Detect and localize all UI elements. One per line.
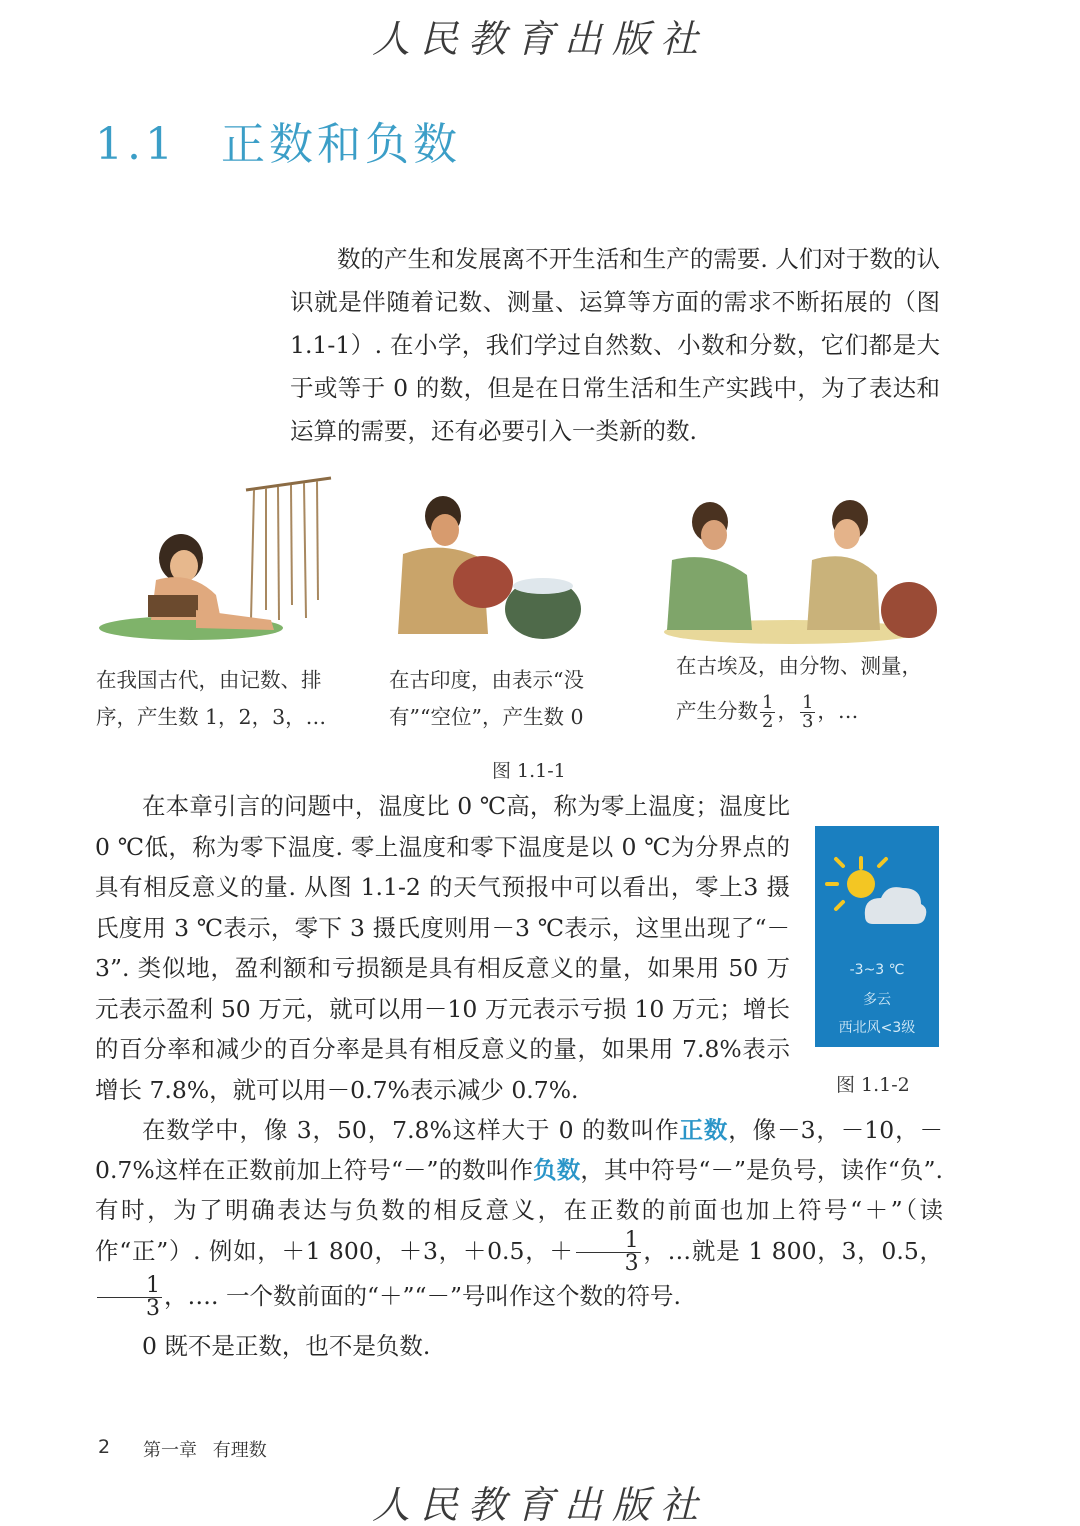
fraction-plus-one-third: $\frac{1}{3}$ [576, 1230, 641, 1275]
publisher-logo-top: 人民教育出版社 [371, 17, 708, 61]
cord-rack [246, 478, 331, 490]
chapter-title: 第一章 有理数 [143, 1440, 267, 1461]
ancient-china-illustration [96, 470, 336, 642]
figure-label-1: 图 1.1-1 [492, 760, 566, 782]
section-number: 1.1 [95, 119, 177, 170]
page-number: 2 [98, 1436, 111, 1458]
robe-left [667, 557, 752, 630]
ancient-egypt-illustration [662, 500, 942, 645]
term-positive-number: 正数 [679, 1116, 729, 1144]
face [431, 514, 459, 546]
weather-temperature: -3~3 ℃ [849, 962, 905, 978]
fraction-one-third-b: $\frac{1}{3}$ [97, 1275, 162, 1320]
clay-pot [881, 582, 937, 638]
term-negative-number: 负数 [533, 1156, 581, 1184]
clay-pot [453, 556, 513, 608]
ancient-india-illustration [388, 494, 598, 644]
pot-contents [513, 578, 573, 594]
weather-forecast-card [815, 826, 939, 1047]
legs [196, 610, 274, 630]
section-heading [95, 108, 461, 172]
knotted-cords [251, 481, 318, 620]
face-left [701, 520, 727, 550]
robe-right [807, 556, 880, 630]
sun-cloud-icon [825, 854, 929, 934]
face-right [834, 519, 860, 549]
caption-india: 在古印度，由表示“没有”“空位”，产生数 0 [389, 668, 584, 729]
weather-wind: 西北风<3级 [838, 1020, 916, 1036]
fraction-one-half: $\frac{1}{2}$ [762, 692, 774, 732]
publisher-logo-bottom: 人民教育出版社 [371, 1483, 708, 1526]
caption-china: 在我国古代，由记数、排序，产生数 1，2，3，… [96, 668, 327, 729]
section-title: 正数和负数 [220, 119, 461, 170]
intro-paragraph: 数的产生和发展离不开生活和生产的需要. 人们对于数的认识就是伴随着记数、测量、运算等方面的需求不断拓展的（图 1.1-1）. 在小学，我们学过自然数、小数和分数，它们都是大于或等于 0 的数，但是在日常生活和生产实践中，为了表达和运算的需要，还有必要引入一类新的数. [290, 245, 940, 445]
caption-egypt: 在古埃及，由分物、测量， 产生分数 $\frac{1}{2}$ ， $\frac{1}{3}$ ，… [676, 654, 922, 732]
temperature-paragraph: 在本章引言的问题中，温度比 0 ℃高，称为零上温度；温度比 0 ℃低，称为零下温度. 零上温度和零下温度是以 0 ℃为分界点的具有相反意义的量. 从图 1.1-2 的天气预报中可以看出，零上3 摄氏度用 3 ℃表示，零下 3 摄氏度则用－3 ℃表示，这里出现了“－3”. 类似地，盈利额和亏损额是具有相反意义的量，如果用 50 万元表示盈利 50 万元，就可以用－10 万元表示亏损 10 万元；增长的百分率和减少的百分率是具有相反意义的量，如果用 7.8%表示增长 7.8%，就可以用－0.7%表示减少 0.7%. [95, 792, 790, 1104]
figure-label-2: 图 1.1-2 [836, 1074, 910, 1096]
definition-paragraph: 在数学中，像 3，50，7.8%这样大于 0 的数叫作正数，像－3，－10，－0.7%这样在正数前加上符号“－”的数叫作负数，其中符号“－”是负号，读作“负”. 有时，为了明确表达与负数的相反意义，在正数的前面也加上符号“＋”（读作“正”）. 例如，＋1 800，＋3，＋0.5，＋ $\frac{1}{3}$ ，…就是 1 800，3，0.5， $\frac{1}{3}$ ，…. 一个数前面的“＋”“－”号叫作这个数的符号. 0 既不是正数，也不是负数. [95, 1110, 943, 1366]
weather-condition: 多云 [863, 992, 891, 1008]
loincloth [148, 595, 198, 617]
fraction-one-third: $\frac{1}{3}$ [801, 692, 814, 732]
zero-statement: 0 既不是正数，也不是负数. [142, 1332, 431, 1360]
